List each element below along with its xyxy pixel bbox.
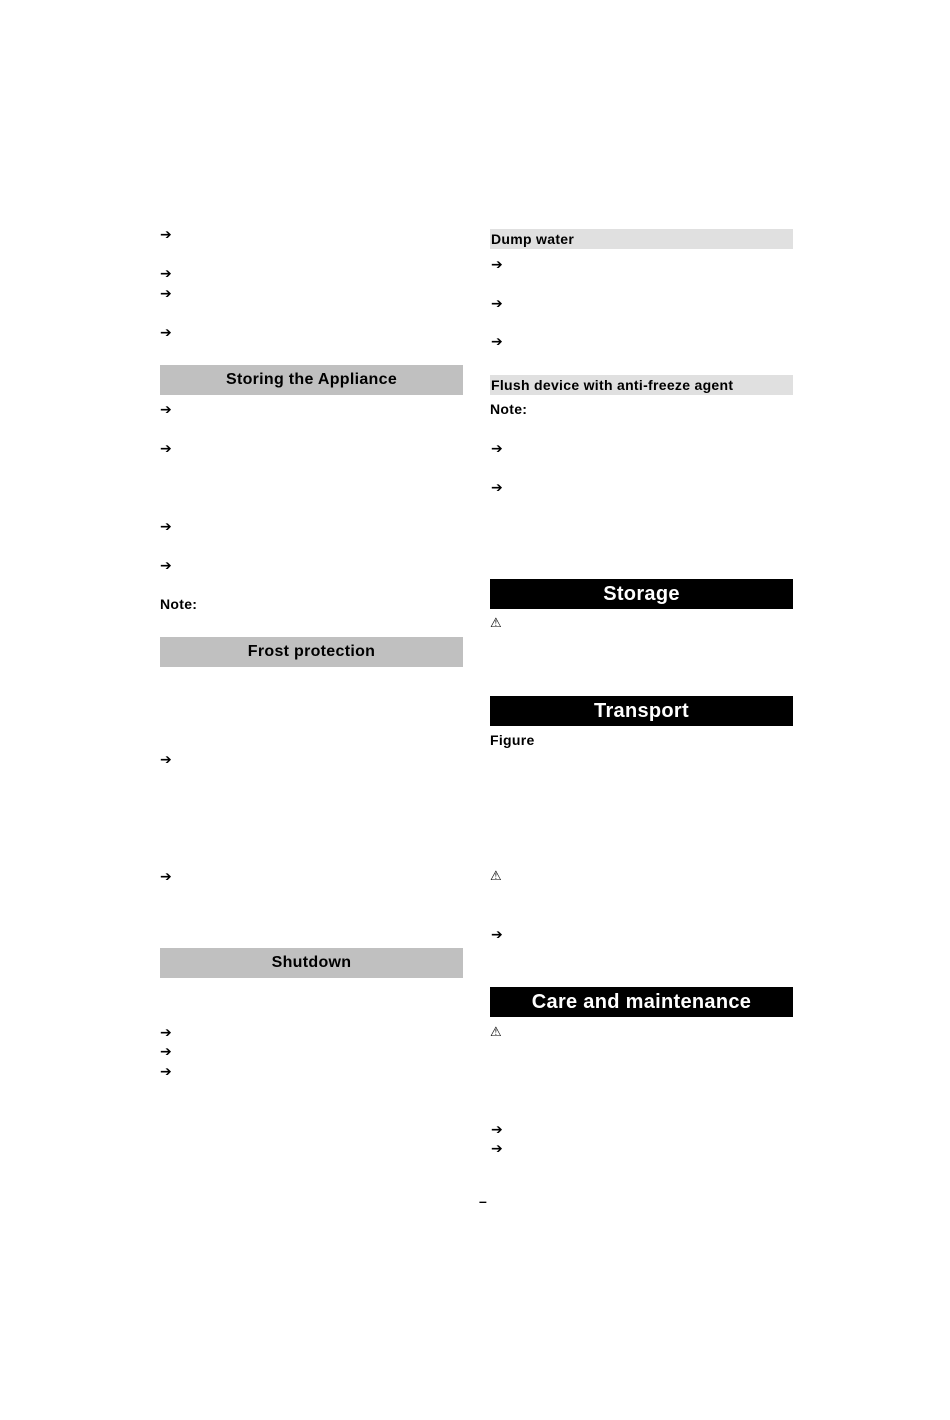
section-heading-frost-protection: Frost protection [160, 637, 463, 667]
figure-label: Figure [490, 732, 535, 748]
arrow-right-icon: ➔ [160, 401, 172, 417]
subheading-dump-water: Dump water [490, 229, 793, 249]
arrow-right-icon: ➔ [491, 479, 503, 495]
arrow-right-icon: ➔ [491, 926, 503, 942]
arrow-right-icon: ➔ [160, 440, 172, 456]
warning-triangle-icon: ⚠ [490, 868, 502, 883]
arrow-right-icon: ➔ [160, 751, 172, 767]
subheading-flush-anti-freeze: Flush device with anti-freeze agent [490, 375, 793, 395]
arrow-right-icon: ➔ [160, 1024, 172, 1040]
warning-triangle-icon: ⚠ [490, 615, 502, 630]
section-heading-transport: Transport [490, 696, 793, 726]
note-label: Note: [160, 596, 198, 612]
page-number-marker: – [479, 1193, 487, 1209]
arrow-right-icon: ➔ [491, 440, 503, 456]
section-heading-storing-appliance: Storing the Appliance [160, 365, 463, 395]
arrow-right-icon: ➔ [491, 295, 503, 311]
arrow-right-icon: ➔ [160, 557, 172, 573]
arrow-right-icon: ➔ [160, 868, 172, 884]
section-heading-storage: Storage [490, 579, 793, 609]
arrow-right-icon: ➔ [160, 324, 172, 340]
section-heading-care-maintenance: Care and maintenance [490, 987, 793, 1017]
arrow-right-icon: ➔ [491, 1140, 503, 1156]
arrow-right-icon: ➔ [160, 518, 172, 534]
arrow-right-icon: ➔ [160, 285, 172, 301]
warning-triangle-icon: ⚠ [490, 1024, 502, 1039]
arrow-right-icon: ➔ [160, 1043, 172, 1059]
arrow-right-icon: ➔ [160, 226, 172, 242]
note-label: Note: [490, 401, 528, 417]
arrow-right-icon: ➔ [160, 1063, 172, 1079]
arrow-right-icon: ➔ [491, 256, 503, 272]
section-heading-shutdown: Shutdown [160, 948, 463, 978]
arrow-right-icon: ➔ [491, 1121, 503, 1137]
arrow-right-icon: ➔ [160, 265, 172, 281]
arrow-right-icon: ➔ [491, 333, 503, 349]
